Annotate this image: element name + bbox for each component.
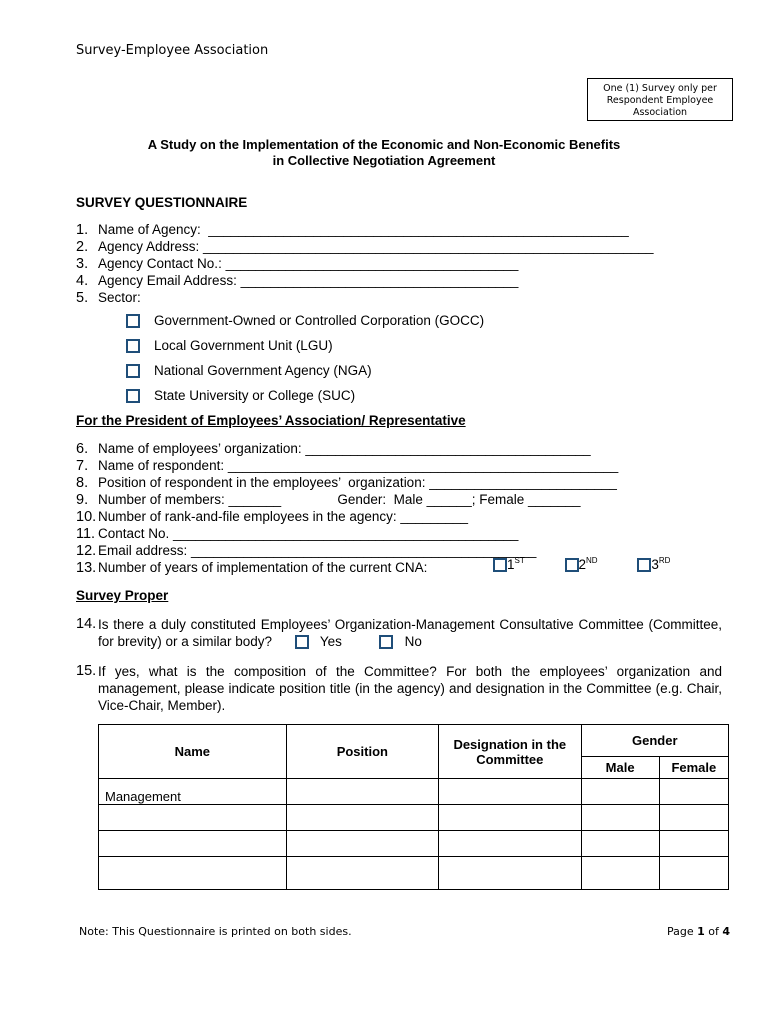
suc-checkbox[interactable] xyxy=(126,389,140,403)
lgu-checkbox[interactable] xyxy=(126,339,140,353)
row-position-cell[interactable] xyxy=(286,805,438,831)
row-position-cell[interactable] xyxy=(286,779,438,805)
header-position: Position xyxy=(286,725,438,779)
table-row xyxy=(99,857,729,890)
header-designation: Designation in the Committee xyxy=(439,725,581,779)
section-survey-questionnaire: SURVEY QUESTIONNAIRE xyxy=(76,195,248,210)
question-6: 6. Name of employees’ organization: ______________________________________ xyxy=(76,441,591,457)
question-12: 12. Email address: ______________________________________________ xyxy=(76,543,537,559)
row-male-cell[interactable] xyxy=(581,805,659,831)
row-male-cell[interactable] xyxy=(581,779,659,805)
sector-option-gocc: Government-Owned or Controlled Corporation (GOCC) xyxy=(126,313,484,328)
agency-contact-field[interactable]: Agency Contact No.: _______________________________________ xyxy=(98,256,519,271)
table-header-row xyxy=(99,725,729,757)
rank-and-file-field[interactable]: Number of rank-and-file employees in the agency: _________ xyxy=(98,509,468,524)
table-row xyxy=(99,779,729,805)
page-number: Page 1 of 4 xyxy=(667,925,731,938)
row-male-cell[interactable] xyxy=(581,831,659,857)
row-female-cell[interactable] xyxy=(659,779,728,805)
row-position-cell[interactable] xyxy=(286,831,438,857)
members-gender-field[interactable]: Number of members: _______ Gender: Male ______; Female _______ xyxy=(98,492,581,507)
row-designation-cell[interactable] xyxy=(439,779,581,805)
question-10: 10. Number of rank-and-file employees in the agency: _________ xyxy=(76,509,468,525)
sector-option-suc: State University or College (SUC) xyxy=(126,388,355,403)
question-7: 7. Name of respondent: ____________________________________________________ xyxy=(76,458,619,474)
document-header: Survey-Employee Association xyxy=(76,43,269,58)
title-line-2: in Collective Negotiation Agreement xyxy=(272,153,496,168)
respondent-name-field[interactable]: Name of respondent: ____________________________________________________ xyxy=(98,458,619,473)
section-president: For the President of Employees’ Association/ Representative xyxy=(76,413,466,428)
sector-option-lgu: Local Government Unit (LGU) xyxy=(126,338,333,353)
header-female: Female xyxy=(659,757,728,779)
committee-no-checkbox[interactable] xyxy=(379,635,393,649)
question-4: 4. Agency Email Address: _____________________________________ xyxy=(76,273,519,289)
row-position-cell[interactable] xyxy=(286,857,438,890)
organization-name-field[interactable]: Name of employees’ organization: ______________________________________ xyxy=(98,441,591,456)
document-title xyxy=(0,137,768,169)
row-male-cell[interactable] xyxy=(581,857,659,890)
row-designation-cell[interactable] xyxy=(439,857,581,890)
row-name-cell[interactable] xyxy=(99,857,287,890)
contact-no-field[interactable]: Contact No. ______________________________________________ xyxy=(98,526,519,541)
row-female-cell[interactable] xyxy=(659,857,728,890)
question-1: 1. Name of Agency: ________________________________________________________ xyxy=(76,222,629,238)
header-male: Male xyxy=(581,757,659,779)
row-female-cell[interactable] xyxy=(659,831,728,857)
header-gender: Gender xyxy=(581,725,729,757)
table-row xyxy=(99,805,729,831)
question-15: 15. If yes, what is the composition of the Committee? For both the employees’ organization and management, please indicate position title (in the agency) and designation in the Committee (e.g. Chair, Vice-Chair, Member). xyxy=(76,663,722,713)
title-line-1: A Study on the Implementation of the Economic and Non-Economic Benefits xyxy=(147,137,621,152)
committee-composition-table xyxy=(98,724,729,890)
row-female-cell[interactable] xyxy=(659,805,728,831)
email-address-field[interactable]: Email address: ______________________________________________ xyxy=(98,543,537,558)
nga-checkbox[interactable] xyxy=(126,364,140,378)
cna-year-3-checkbox[interactable] xyxy=(637,558,651,572)
survey-limit-note: One (1) Survey only per Respondent Employee Association xyxy=(587,78,733,121)
committee-yes-checkbox[interactable] xyxy=(295,635,309,649)
header-name: Name xyxy=(99,725,287,779)
row-name-cell[interactable] xyxy=(99,831,287,857)
question-11: 11. Contact No. ______________________________________________ xyxy=(76,526,519,542)
agency-name-field[interactable]: Name of Agency: ________________________________________________________ xyxy=(98,222,629,237)
row-name-cell[interactable]: Management xyxy=(99,779,287,805)
question-9: 9. Number of members: _______ Gender: Male ______; Female _______ xyxy=(76,492,581,508)
table-row xyxy=(99,831,729,857)
respondent-position-field[interactable]: Position of respondent in the employees’ organization: _________________________ xyxy=(98,475,617,490)
question-2: 2. Agency Address: ____________________________________________________________ xyxy=(76,239,654,255)
section-survey-proper: Survey Proper xyxy=(76,588,169,603)
agency-address-field[interactable]: Agency Address: ____________________________________________________________ xyxy=(98,239,654,254)
agency-email-field[interactable]: Agency Email Address: _____________________________________ xyxy=(98,273,519,288)
row-designation-cell[interactable] xyxy=(439,831,581,857)
sector-option-nga: National Government Agency (NGA) xyxy=(126,363,372,378)
cna-year-1-checkbox[interactable] xyxy=(493,558,507,572)
cna-years-options: 1ST 2ND 3RD xyxy=(493,556,670,572)
question-13: 13. Number of years of implementation of the current CNA: xyxy=(76,560,428,576)
question-3: 3. Agency Contact No.: _______________________________________ xyxy=(76,256,519,272)
row-designation-cell[interactable] xyxy=(439,805,581,831)
row-name-cell[interactable] xyxy=(99,805,287,831)
footer-note: Note: This Questionnaire is printed on both sides. xyxy=(79,925,352,938)
cna-year-2-checkbox[interactable] xyxy=(565,558,579,572)
question-8: 8. Position of respondent in the employees’ organization: _________________________ xyxy=(76,475,617,491)
question-5: 5. Sector: xyxy=(76,290,141,306)
question-14: 14. Is there a duly constituted Employees’ Organization-Management Consultative Committee (Committee, for brevity) or a similar body? Yes No xyxy=(76,616,722,649)
gocc-checkbox[interactable] xyxy=(126,314,140,328)
